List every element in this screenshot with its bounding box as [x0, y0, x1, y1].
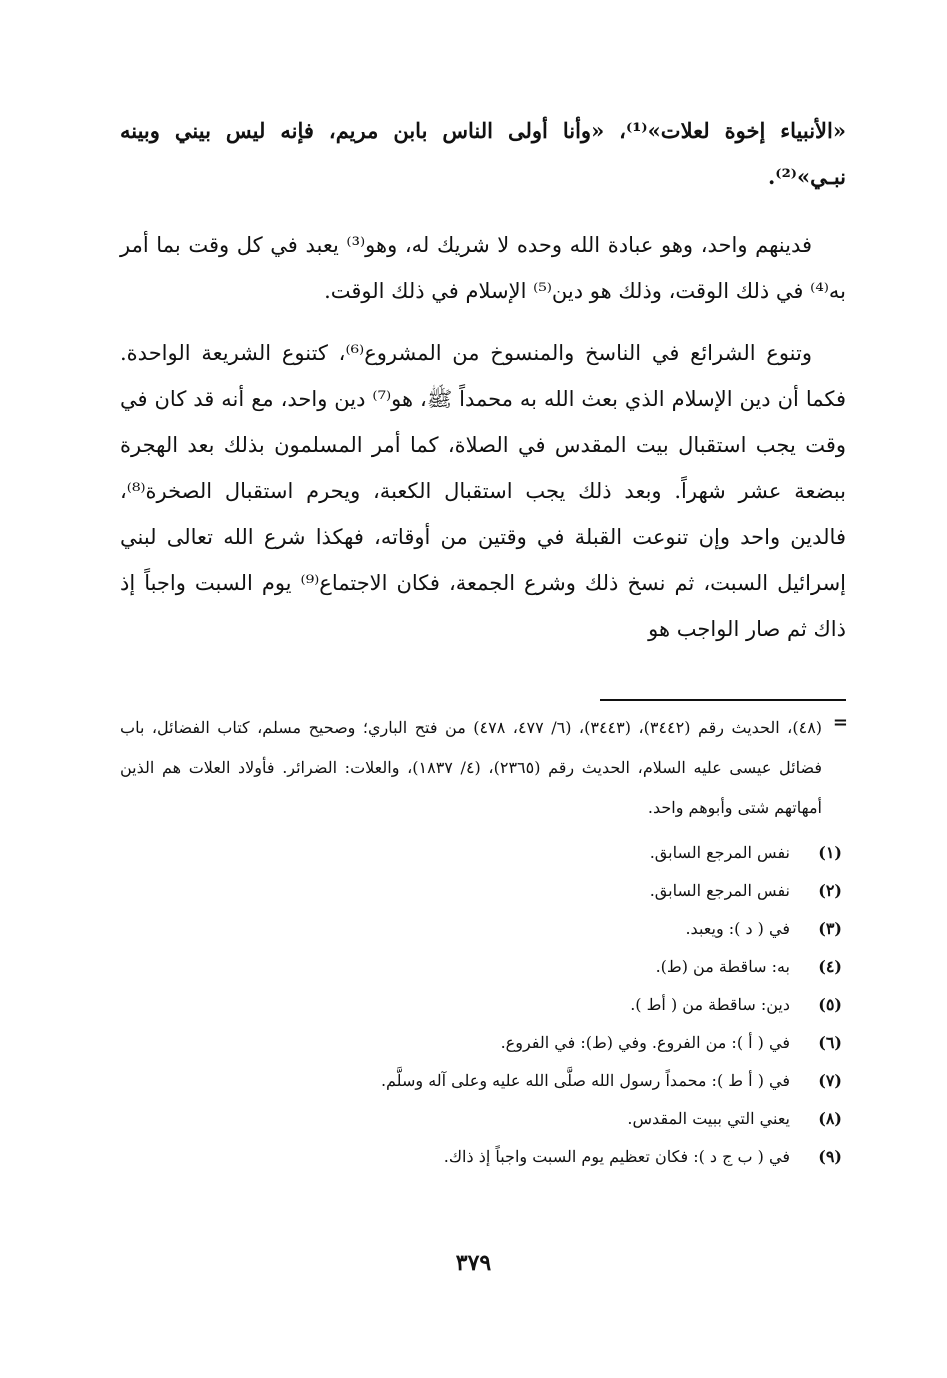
footnote-number: (٤): [818, 957, 842, 976]
paragraph-hadith-quote: «الأنبياء إخوة لعلات»⁽¹⁾، «وأنا أولى الناس بابن مريم، فإنه ليس بيني وبينه نبـي»⁽²⁾.: [120, 118, 846, 189]
page-number: ٣٧٩: [455, 1250, 492, 1276]
footnote-divider: [600, 699, 846, 701]
footnote-text: في ( ب ج د ): فكان تعظيم يوم السبت واجباً إذ ذاك.: [443, 1147, 790, 1166]
paragraph-one-religion: فدينهم واحد، وهو عبادة الله وحده لا شريك له، وهو⁽³⁾ يعبد في كل وقت بما أمر به⁽⁴⁾ في ذلك الوقت، وذلك هو دين⁽⁵⁾ الإسلام في ذلك الوقت.: [120, 233, 846, 303]
continued-footnote: [120, 708, 846, 828]
continued-footnote-text: (٤٨)، الحديث رقم (٣٤٤٢)، (٣٤٤٣)، (٦/ ٤٧٧، ٤٧٨) من فتح الباري؛ وصحيح مسلم، كتاب الفضائل، باب فضائل عيسى عليه السلام، الحديث رقم (٢٣٦٥)، (٤/ ١٨٣٧)، والعلات: الضرائر. فأولاد العلات هم الذين أمهاتهم شتى وأبوهم واحد.: [120, 718, 823, 817]
footnote-1: [120, 834, 846, 872]
footnote-text: نفس المرجع السابق.: [649, 881, 790, 900]
continuation-marker: =: [832, 712, 848, 733]
footnote-text: نفس المرجع السابق.: [649, 843, 790, 862]
footnote-7: [120, 1062, 846, 1100]
footnote-number: (٨): [818, 1109, 842, 1128]
footnote-4: [120, 948, 846, 986]
footnote-number: (٥): [818, 995, 842, 1014]
footnote-text: دين: ساقطة من ( أط ).: [630, 995, 790, 1014]
footnote-text: في ( أ ): من الفروع. وفي (ط): في الفروع.: [500, 1033, 790, 1052]
footnote-6: [120, 1024, 846, 1062]
footnotes-section: [120, 708, 846, 1176]
footnote-number: (٣): [818, 919, 842, 938]
main-text: [120, 108, 846, 668]
footnote-text: في ( د ): ويعبد.: [685, 919, 790, 938]
paragraph-variation-of-laws: وتنوع الشرائع في الناسخ والمنسوخ من المشروع⁽⁶⁾، كتنوع الشريعة الواحدة. فكما أن دين الإسلام الذي بعث الله به محمداً ﷺ، هو⁽⁷⁾ دين واحد، مع أنه قد كان في وقت يجب استقبال بيت المقدس في الصلاة، كما أمر المسلمون بذلك بعد الهجرة ببضعة عشر شهراً. وبعد ذلك يجب استقبال الكعبة، ويحرم استقبال الصخرة⁽⁸⁾، فالدين واحد وإن تنوعت القبلة في وقتين من أوقاته، فهكذا شرع الله تعالى لبني إسرائيل السبت، ثم نسخ ذلك وشرع الجمعة، فكان الاجتماع⁽⁹⁾ يوم السبت واجباً إذ ذاك ثم صار الواجب هو: [120, 341, 847, 641]
footnote-3: [120, 910, 846, 948]
footnote-number: (٩): [818, 1147, 842, 1166]
footnote-5: [120, 986, 846, 1024]
footnote-8: [120, 1100, 846, 1138]
footnote-2: [120, 872, 846, 910]
footnote-number: (٦): [818, 1033, 842, 1052]
footnote-number: (٢): [818, 881, 842, 900]
footnote-number: (٧): [818, 1071, 842, 1090]
footnote-number: (١): [818, 843, 842, 862]
footnote-text: يعني التي ببيت المقدس.: [627, 1109, 790, 1128]
footnote-9: [120, 1138, 846, 1176]
footnote-text: في ( أ ط ): محمداً رسول الله صلَّى الله عليه وعلى آله وسلَّم.: [380, 1071, 790, 1090]
footnote-text: به: ساقطة من (ط).: [655, 957, 790, 976]
